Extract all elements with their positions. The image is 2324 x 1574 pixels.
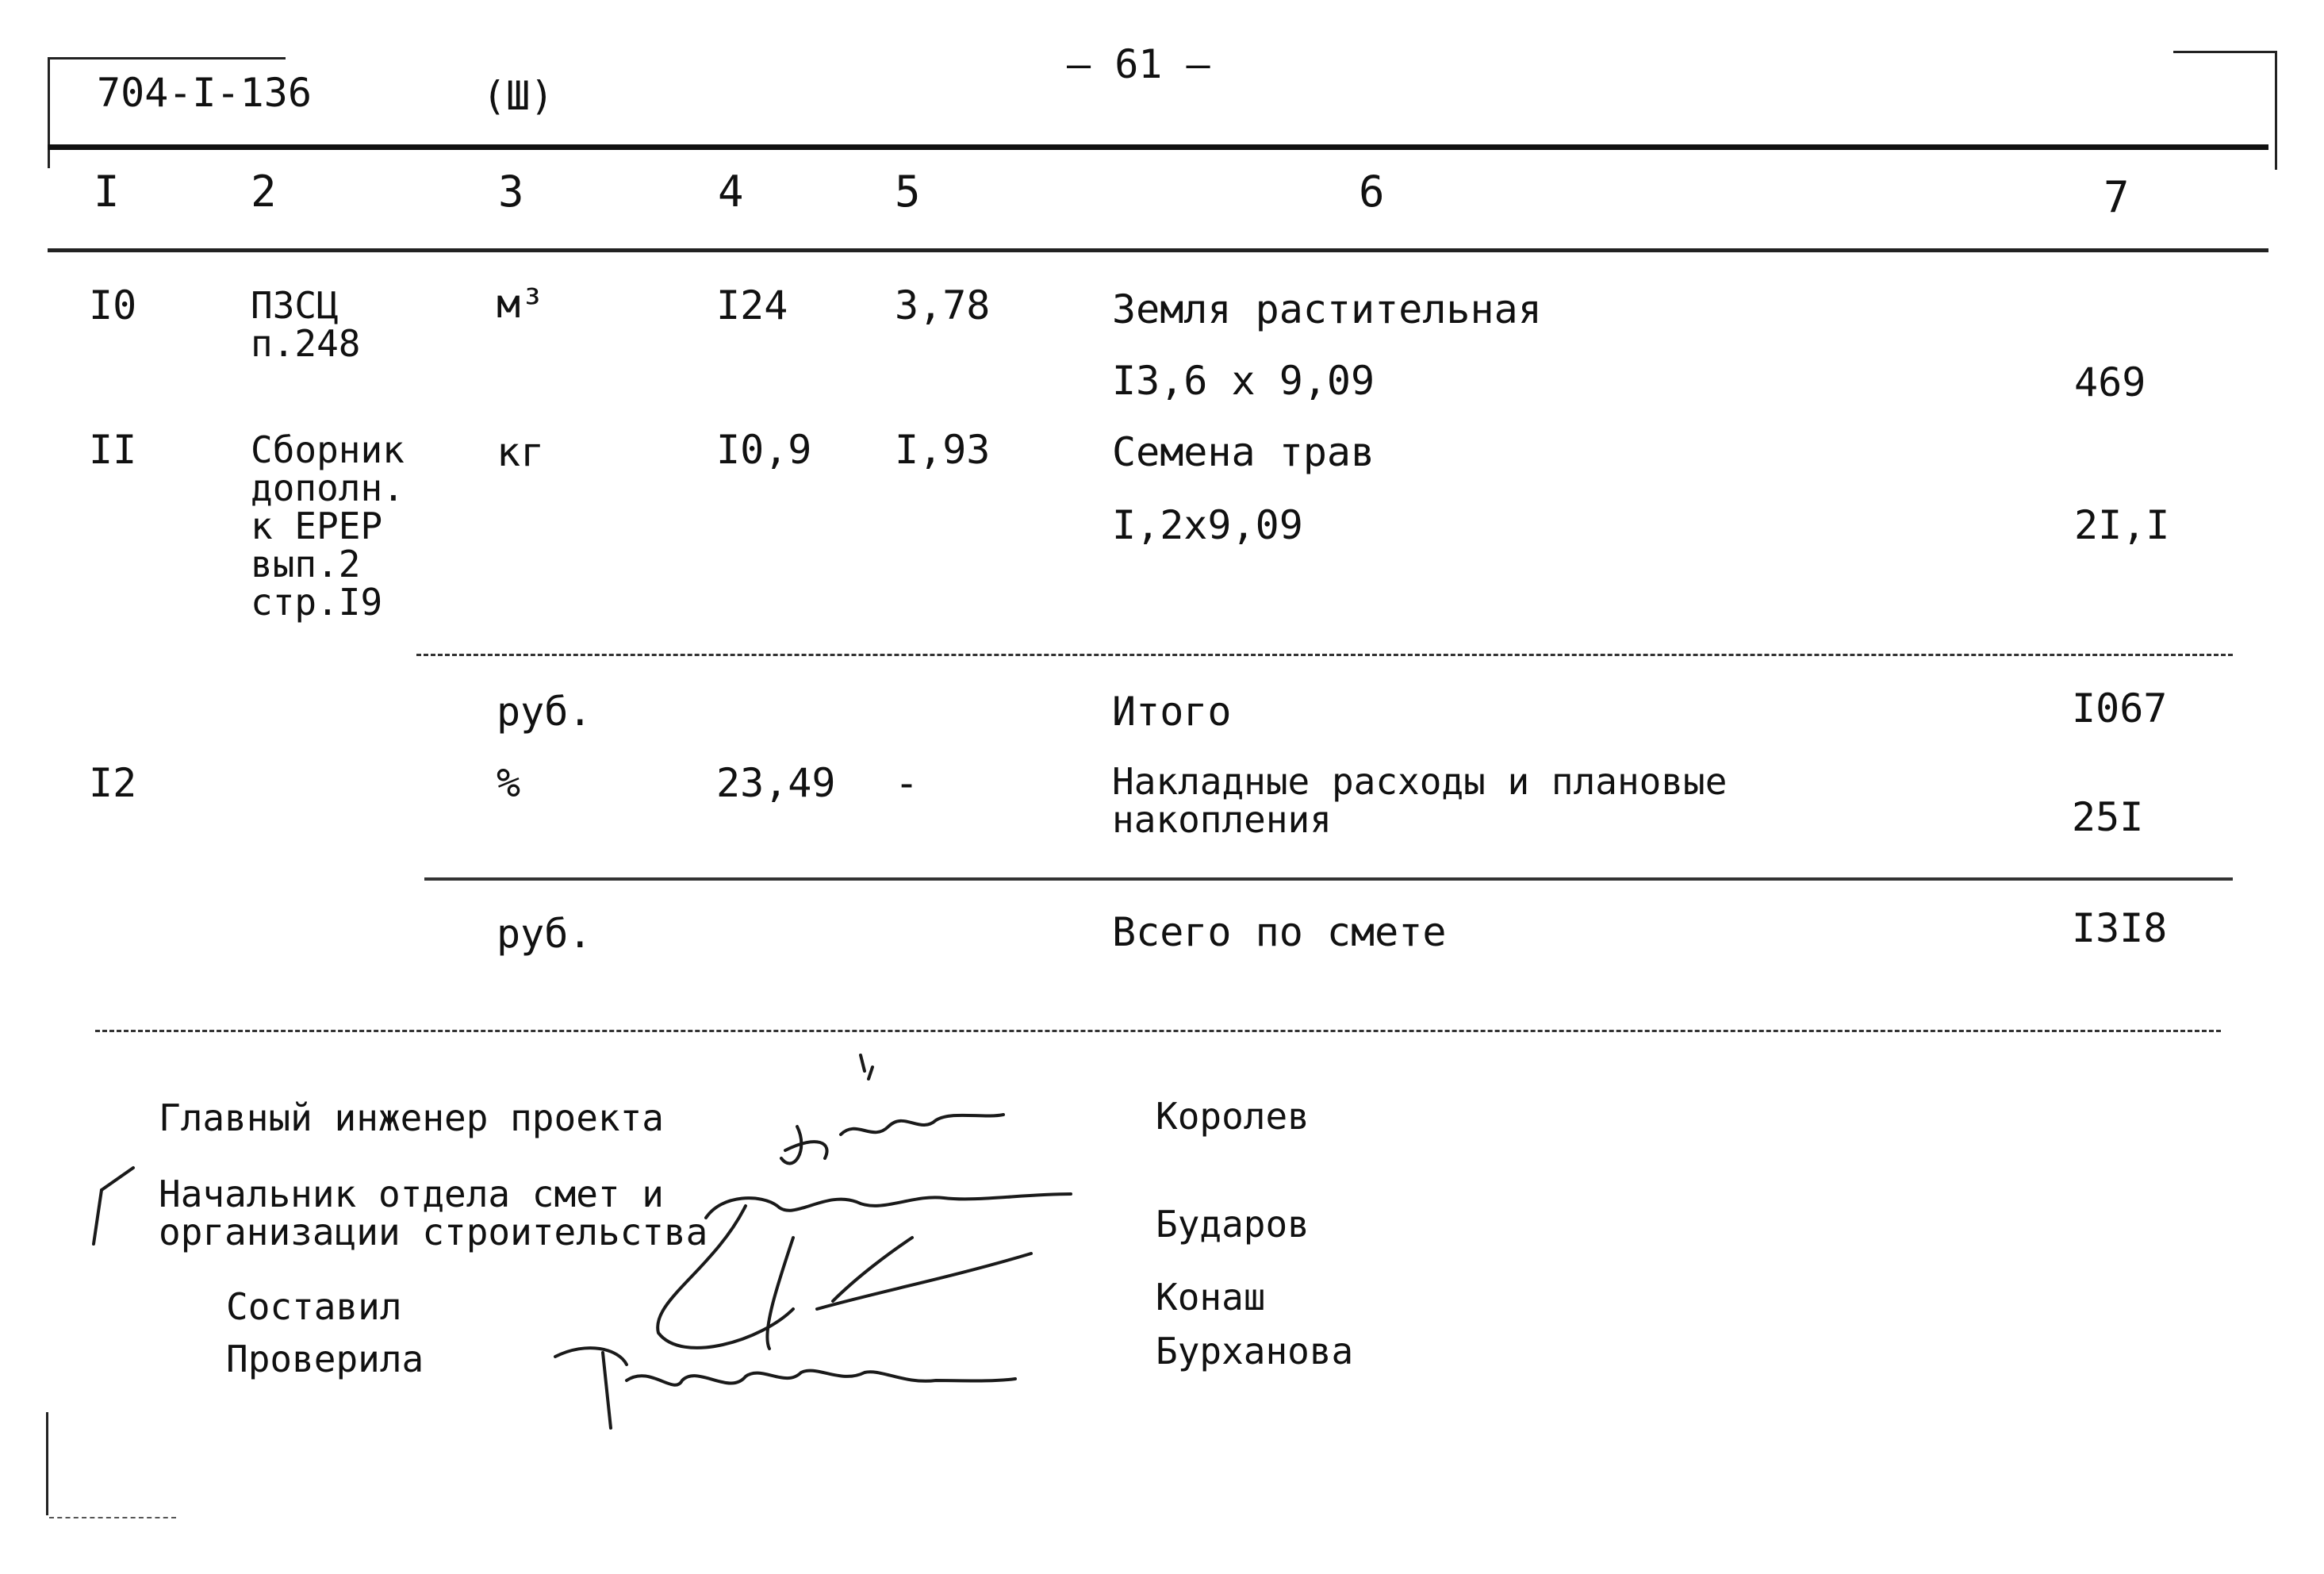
row-price: I,93 — [895, 427, 991, 473]
row-name: Земля растительная — [1112, 286, 1542, 332]
overhead-price: - — [895, 760, 919, 806]
row-unit: м³ — [497, 281, 545, 327]
row-total: 2I,I — [2074, 502, 2170, 548]
grand-total-unit: руб. — [497, 911, 593, 957]
row-number: I0 — [89, 282, 137, 328]
column-number: 6 — [1359, 167, 1385, 217]
row-source: дополн. — [251, 466, 405, 509]
row-source: вып.2 — [251, 543, 361, 585]
subtotal-unit: руб. — [497, 689, 593, 735]
row-source: п.248 — [251, 322, 361, 365]
row-quantity: I24 — [716, 282, 788, 328]
column-number: 2 — [251, 167, 277, 217]
column-number: 7 — [2103, 172, 2130, 222]
row-unit: кг — [497, 429, 545, 475]
overhead-unit: % — [497, 760, 521, 806]
signature-role: организации строительства — [159, 1211, 708, 1253]
row-calculation: I,2x9,09 — [1112, 502, 1303, 548]
signature-name: Королев — [1156, 1095, 1310, 1138]
column-number: 3 — [498, 167, 524, 217]
row-name: Семена трав — [1112, 429, 1375, 475]
row-quantity: I0,9 — [716, 427, 812, 473]
document-code: 704-I-136 — [97, 70, 312, 116]
page-number: — 61 — — [1067, 41, 1210, 87]
row-source: ПЗСЦ — [251, 284, 339, 327]
overhead-label: накопления — [1112, 798, 1332, 841]
row-source: Сборник — [251, 428, 405, 471]
subtotal-value: I067 — [2072, 685, 2168, 731]
signature-name: Бударов — [1156, 1203, 1310, 1246]
row-calculation: I3,6 x 9,09 — [1112, 358, 1375, 404]
row-source: к ЕРЕР — [251, 505, 383, 547]
signature-role: Начальник отдела смет и — [159, 1173, 664, 1215]
signature-role: Проверила — [226, 1338, 424, 1380]
row-source: стр.I9 — [251, 581, 383, 624]
row-number: I2 — [89, 760, 137, 806]
grand-total-label: Всего по смете — [1112, 909, 1447, 955]
signature-name: Конаш — [1156, 1276, 1266, 1319]
subtotal-label: Итого — [1112, 689, 1232, 735]
row-total: 469 — [2074, 359, 2146, 405]
document-part: (Ш) — [482, 73, 554, 119]
grand-total-value: I3I8 — [2072, 905, 2168, 951]
signature-role: Главный инженер проекта — [159, 1096, 664, 1139]
signature-name: Бурханова — [1156, 1330, 1354, 1372]
column-number: I — [94, 167, 120, 217]
column-number: 4 — [718, 167, 744, 217]
signature-role: Составил — [226, 1285, 402, 1328]
column-number: 5 — [895, 167, 921, 217]
overhead-total: 25I — [2072, 794, 2144, 840]
row-price: 3,78 — [895, 282, 991, 328]
row-number: II — [89, 427, 137, 473]
overhead-label: Накладные расходы и плановые — [1112, 760, 1728, 803]
overhead-rate: 23,49 — [716, 760, 836, 806]
